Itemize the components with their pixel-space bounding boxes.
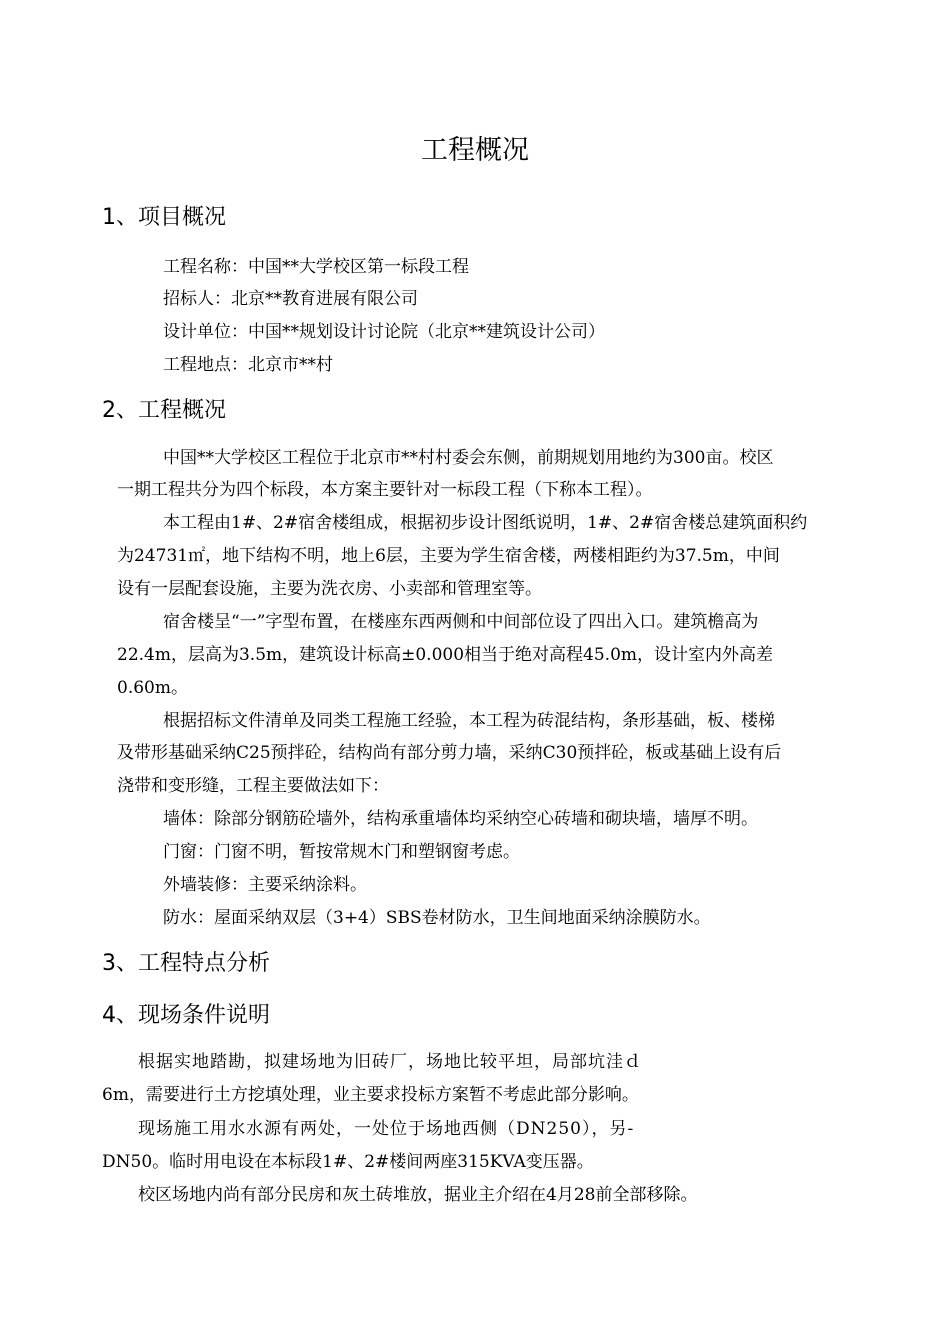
paragraph-line: 为24731㎡，地下结构不明，地上6层，主要为学生宿舍楼，两楼相距约为37.5m，中间: [117, 546, 780, 566]
paragraph-line: DN50。临时用电设在本标段1#、2#楼间两座315KVA变压器。: [102, 1152, 594, 1172]
paragraph-line: 浇带和变形缝，工程主要做法如下：: [117, 776, 389, 796]
page-title: 工程概况: [421, 135, 529, 166]
doors-windows-line: 门窗：门窗不明，暂按常规木门和塑钢窗考虑。: [163, 842, 520, 862]
section-heading-characteristics: 3、工程特点分析: [102, 951, 270, 976]
paragraph-line: 中国**大学校区工程位于北京市**村村委会东侧，前期规划用地约为300亩。校区: [163, 448, 774, 468]
paragraph-line: 宿舍楼呈“一”字型布置，在楼座东西两侧和中间部位设了四出入口。建筑檐高为: [163, 612, 759, 632]
paragraph-line: 根据实地踏勘，拟建场地为旧砖厂，场地比较平坦，局部坑洼ｄ: [138, 1052, 642, 1072]
section-heading-site-conditions: 4、现场条件说明: [102, 1003, 270, 1028]
paragraph-line: 6m，需要进行土方挖填处理，业主要求投标方案暂不考虑此部分影响。: [102, 1085, 639, 1105]
exterior-finish-line: 外墙装修：主要采纳涂料。: [163, 875, 367, 895]
project-name-line: 工程名称：中国**大学校区第一标段工程: [163, 257, 469, 277]
walls-line: 墙体：除部分钢筋砼墙外，结构承重墙体均采纳空心砖墙和砌块墙，墙厚不明。: [163, 809, 758, 829]
section-heading-project-overview: 1、项目概况: [102, 205, 226, 230]
paragraph-line: 0.60m。: [117, 678, 188, 698]
paragraph-line: 校区场地内尚有部分民房和灰土砖堆放，据业主介绍在4月28前全部移除。: [138, 1185, 698, 1205]
design-unit-line: 设计单位：中国**规划设计讨论院（北京**建筑设计公司）: [163, 322, 605, 342]
project-location-line: 工程地点：北京市**村: [163, 355, 333, 375]
paragraph-line: 22.4m，层高为3.5m，建筑设计标高±0.000相当于绝对高程45.0m，设计室内外高差: [117, 645, 774, 665]
waterproofing-line: 防水：屋面采纳双层（3+4）SBS卷材防水，卫生间地面采纳涂膜防水。: [163, 908, 711, 928]
paragraph-line: 本工程由1#、2#宿舍楼组成，根据初步设计图纸说明，1#、2#宿舍楼总建筑面积约: [163, 513, 808, 533]
paragraph-line: 现场施工用水水源有两处，一处位于场地西侧（DN250），另-: [138, 1119, 635, 1139]
paragraph-line: 设有一层配套设施，主要为洗衣房、小卖部和管理室等。: [117, 579, 542, 599]
paragraph-line: 一期工程共分为四个标段，本方案主要针对一标段工程（下称本工程）。: [117, 480, 653, 500]
paragraph-line: 及带形基础采纳C25预拌砼，结构尚有部分剪力墙，采纳C30预拌砼，板或基础上设有后: [117, 743, 782, 763]
paragraph-line: 根据招标文件清单及同类工程施工经验，本工程为砖混结构，条形基础，板、楼梯: [163, 711, 775, 731]
section-heading-engineering-overview: 2、工程概况: [102, 398, 226, 423]
tenderer-line: 招标人：北京**教育进展有限公司: [163, 289, 418, 309]
